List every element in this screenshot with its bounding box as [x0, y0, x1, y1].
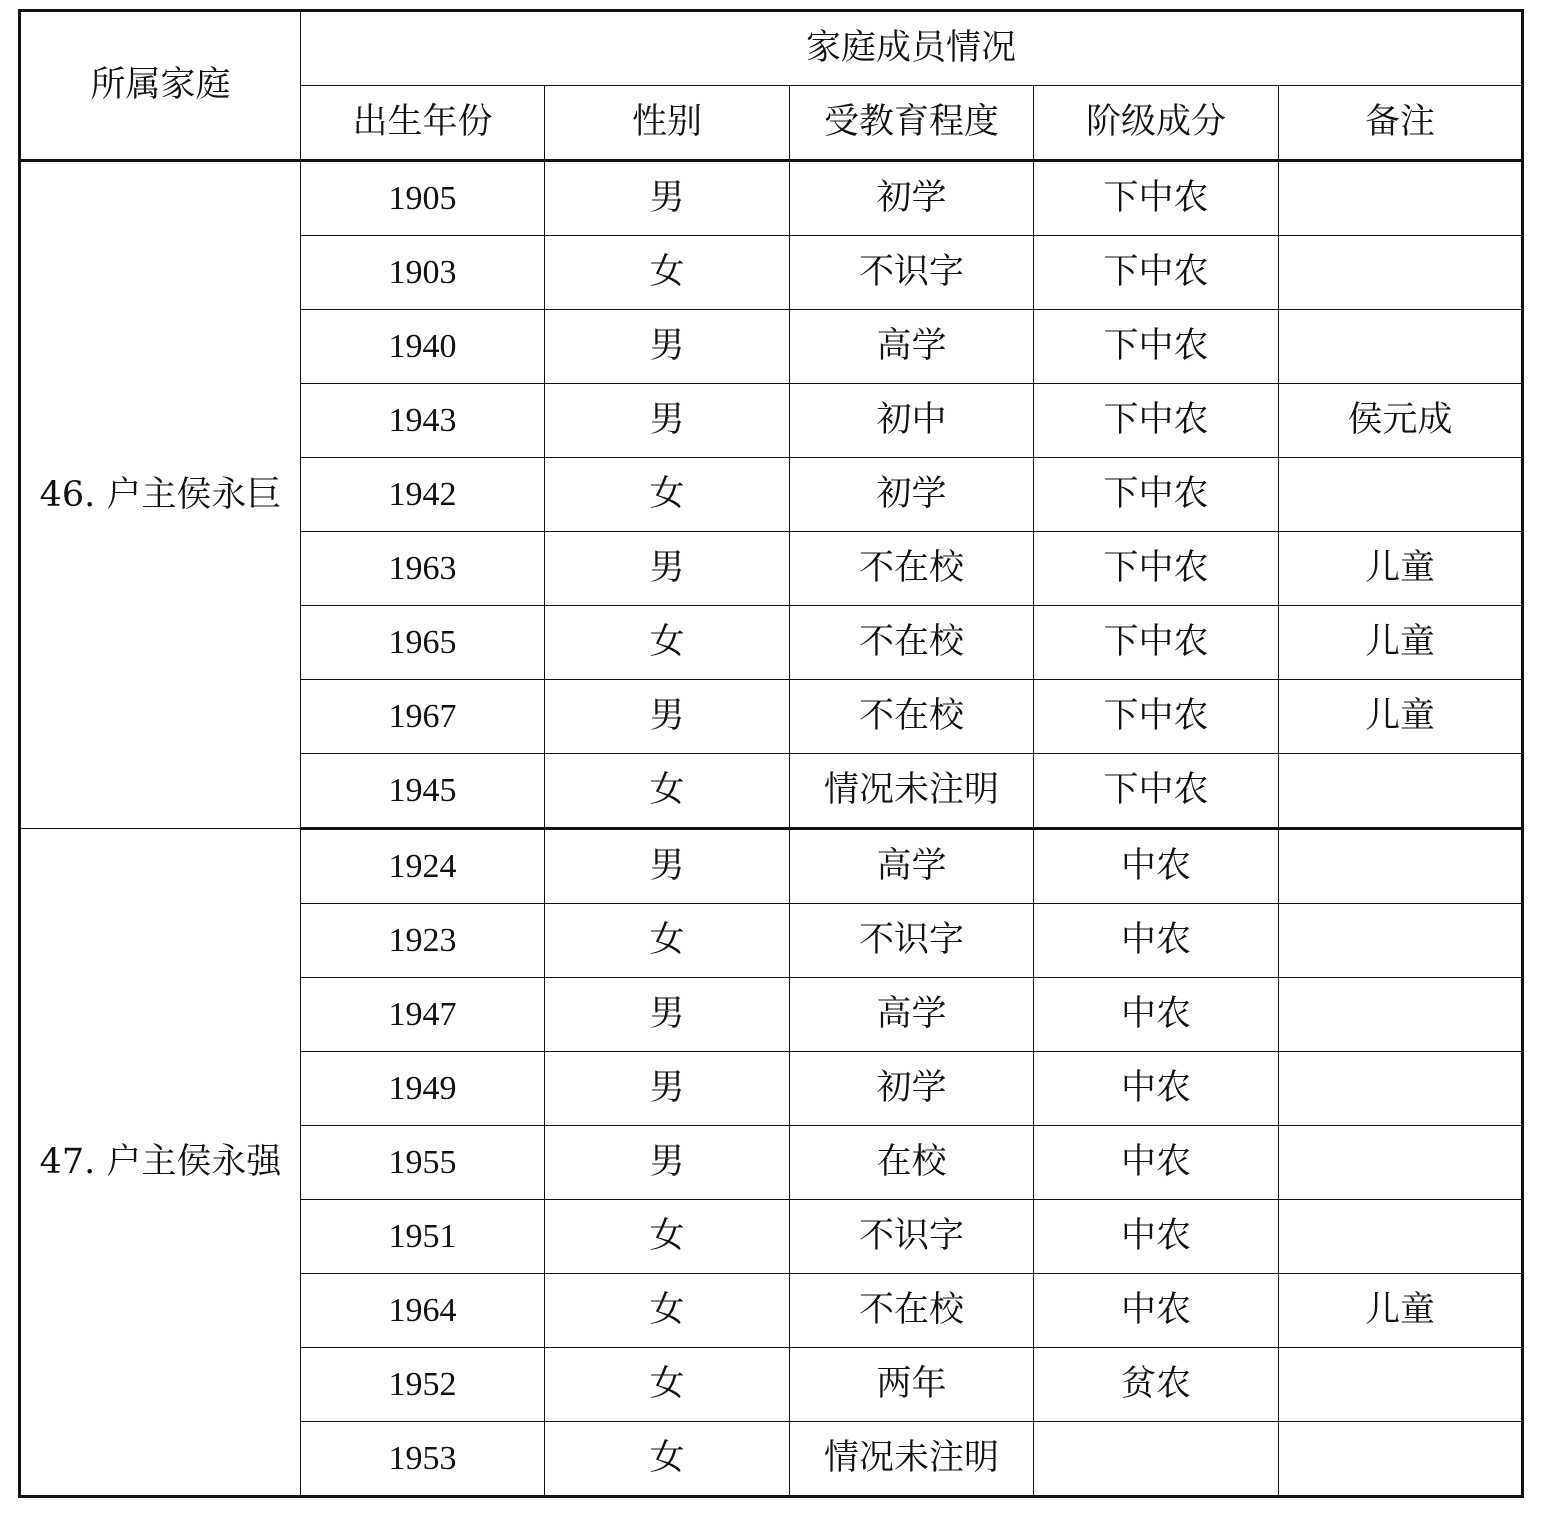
family-name-cell: 46. 户主侯永巨 [20, 161, 301, 829]
class-cell: 中农 [1034, 978, 1279, 1052]
education-cell: 初中 [790, 384, 1034, 458]
class-cell: 下中农 [1034, 606, 1279, 680]
note-cell [1279, 978, 1523, 1052]
header-note: 备注 [1279, 86, 1523, 161]
education-cell: 情况未注明 [790, 754, 1034, 829]
sex-cell: 男 [545, 978, 790, 1052]
class-cell: 中农 [1034, 1052, 1279, 1126]
class-cell: 下中农 [1034, 310, 1279, 384]
education-cell: 不识字 [790, 1200, 1034, 1274]
note-cell [1279, 161, 1523, 236]
birth-year-cell: 1945 [301, 754, 545, 829]
birth-year-cell: 1940 [301, 310, 545, 384]
birth-year-cell: 1952 [301, 1348, 545, 1422]
note-cell: 儿童 [1279, 1274, 1523, 1348]
header-row-top [20, 11, 1523, 86]
note-cell: 儿童 [1279, 680, 1523, 754]
birth-year-cell: 1963 [301, 532, 545, 606]
sex-cell: 男 [545, 161, 790, 236]
education-cell: 不在校 [790, 532, 1034, 606]
table-body [20, 161, 1523, 1497]
sex-cell: 女 [545, 1274, 790, 1348]
birth-year-cell: 1953 [301, 1422, 545, 1497]
birth-year-cell: 1949 [301, 1052, 545, 1126]
table-row [20, 161, 1523, 236]
header-members-group: 家庭成员情况 [301, 11, 1523, 86]
birth-year-cell: 1923 [301, 904, 545, 978]
sex-cell: 男 [545, 680, 790, 754]
sex-cell: 女 [545, 1200, 790, 1274]
education-cell: 高学 [790, 829, 1034, 904]
class-cell: 下中农 [1034, 680, 1279, 754]
sex-cell: 男 [545, 1126, 790, 1200]
note-cell [1279, 904, 1523, 978]
birth-year-cell: 1955 [301, 1126, 545, 1200]
sex-cell: 女 [545, 606, 790, 680]
class-cell: 下中农 [1034, 384, 1279, 458]
sex-cell: 男 [545, 384, 790, 458]
note-cell: 儿童 [1279, 606, 1523, 680]
education-cell: 初学 [790, 458, 1034, 532]
class-cell: 中农 [1034, 1274, 1279, 1348]
class-cell: 下中农 [1034, 532, 1279, 606]
note-cell: 儿童 [1279, 532, 1523, 606]
birth-year-cell: 1947 [301, 978, 545, 1052]
sex-cell: 男 [545, 532, 790, 606]
sex-cell: 男 [545, 829, 790, 904]
education-cell: 初学 [790, 161, 1034, 236]
education-cell: 不识字 [790, 236, 1034, 310]
education-cell: 在校 [790, 1126, 1034, 1200]
header-sex: 性别 [545, 86, 790, 161]
sex-cell: 女 [545, 904, 790, 978]
class-cell: 中农 [1034, 829, 1279, 904]
note-cell [1279, 458, 1523, 532]
education-cell: 两年 [790, 1348, 1034, 1422]
note-cell [1279, 1422, 1523, 1497]
sex-cell: 女 [545, 236, 790, 310]
education-cell: 情况未注明 [790, 1422, 1034, 1497]
note-cell [1279, 829, 1523, 904]
sex-cell: 女 [545, 754, 790, 829]
family-members-table [18, 9, 1524, 1498]
class-cell: 贫农 [1034, 1348, 1279, 1422]
class-cell: 下中农 [1034, 236, 1279, 310]
education-cell: 不在校 [790, 1274, 1034, 1348]
header-birth-year: 出生年份 [301, 86, 545, 161]
family-name-cell: 47. 户主侯永强 [20, 829, 301, 1497]
birth-year-cell: 1942 [301, 458, 545, 532]
birth-year-cell: 1967 [301, 680, 545, 754]
table-row [20, 829, 1523, 904]
birth-year-cell: 1905 [301, 161, 545, 236]
note-cell [1279, 1200, 1523, 1274]
birth-year-cell: 1951 [301, 1200, 545, 1274]
note-cell [1279, 310, 1523, 384]
note-cell [1279, 1348, 1523, 1422]
note-cell [1279, 754, 1523, 829]
birth-year-cell: 1964 [301, 1274, 545, 1348]
birth-year-cell: 1943 [301, 384, 545, 458]
education-cell: 不在校 [790, 680, 1034, 754]
sex-cell: 女 [545, 1422, 790, 1497]
class-cell: 中农 [1034, 1200, 1279, 1274]
class-cell: 下中农 [1034, 161, 1279, 236]
education-cell: 不识字 [790, 904, 1034, 978]
birth-year-cell: 1965 [301, 606, 545, 680]
note-cell [1279, 1126, 1523, 1200]
education-cell: 不在校 [790, 606, 1034, 680]
note-cell [1279, 1052, 1523, 1126]
header-education: 受教育程度 [790, 86, 1034, 161]
education-cell: 高学 [790, 310, 1034, 384]
class-cell [1034, 1422, 1279, 1497]
note-cell [1279, 236, 1523, 310]
sex-cell: 男 [545, 1052, 790, 1126]
header-class: 阶级成分 [1034, 86, 1279, 161]
sex-cell: 女 [545, 458, 790, 532]
class-cell: 下中农 [1034, 458, 1279, 532]
note-cell: 侯元成 [1279, 384, 1523, 458]
class-cell: 中农 [1034, 1126, 1279, 1200]
birth-year-cell: 1903 [301, 236, 545, 310]
header-family: 所属家庭 [20, 11, 301, 161]
education-cell: 初学 [790, 1052, 1034, 1126]
class-cell: 中农 [1034, 904, 1279, 978]
class-cell: 下中农 [1034, 754, 1279, 829]
sex-cell: 女 [545, 1348, 790, 1422]
sex-cell: 男 [545, 310, 790, 384]
birth-year-cell: 1924 [301, 829, 545, 904]
education-cell: 高学 [790, 978, 1034, 1052]
